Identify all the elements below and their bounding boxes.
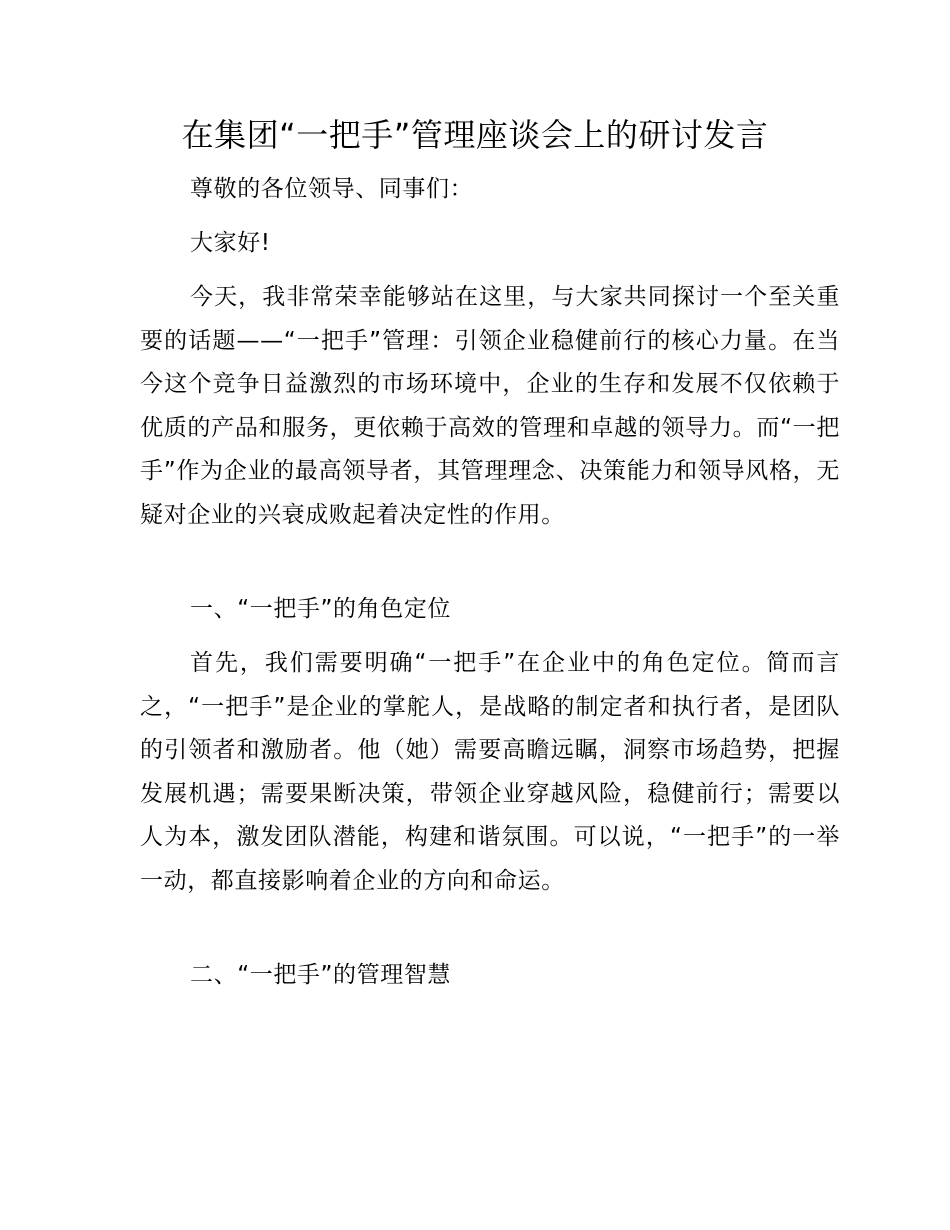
salutation: 尊敬的各位领导、同事们： — [190, 176, 474, 202]
section-2-heading: 二、“一把手”的管理智慧 — [190, 962, 452, 988]
section-1-heading: 一、“一把手”的角色定位 — [190, 596, 452, 622]
intro-paragraph: 今天，我非常荣幸能够站在这里，与大家共同探讨一个至关重要的话题——“一把手”管理：引领企业稳健前行的核心力量。在当今这个竞争日益激烈的市场环境中，企业的生存和发展不仅依赖于优质的产品和服务，更依赖于高效的管理和卓越的领导力。而“一把手”作为企业的最高领导者，其管理理念、决策能力和领导风格，无疑对企业的兴衰成败起着决定性的作用。 — [140, 284, 840, 528]
greeting: 大家好! — [190, 230, 271, 256]
section-1-paragraph: 首先，我们需要明确“一把手”在企业中的角色定位。简而言之，“一把手”是企业的掌舵人，是战略的制定者和执行者，是团队的引领者和激励者。他（她）需要高瞻远瞩，洞察市场趋势，把握发展机遇；需要果断决策，带领企业穿越风险，稳健前行；需要以人为本，激发团队潜能，构建和谐氛围。可以说，“一把手”的一举一动，都直接影响着企业的方向和命运。 — [140, 650, 840, 894]
document-title: 在集团“一把手”管理座谈会上的研讨发言 — [181, 116, 769, 154]
